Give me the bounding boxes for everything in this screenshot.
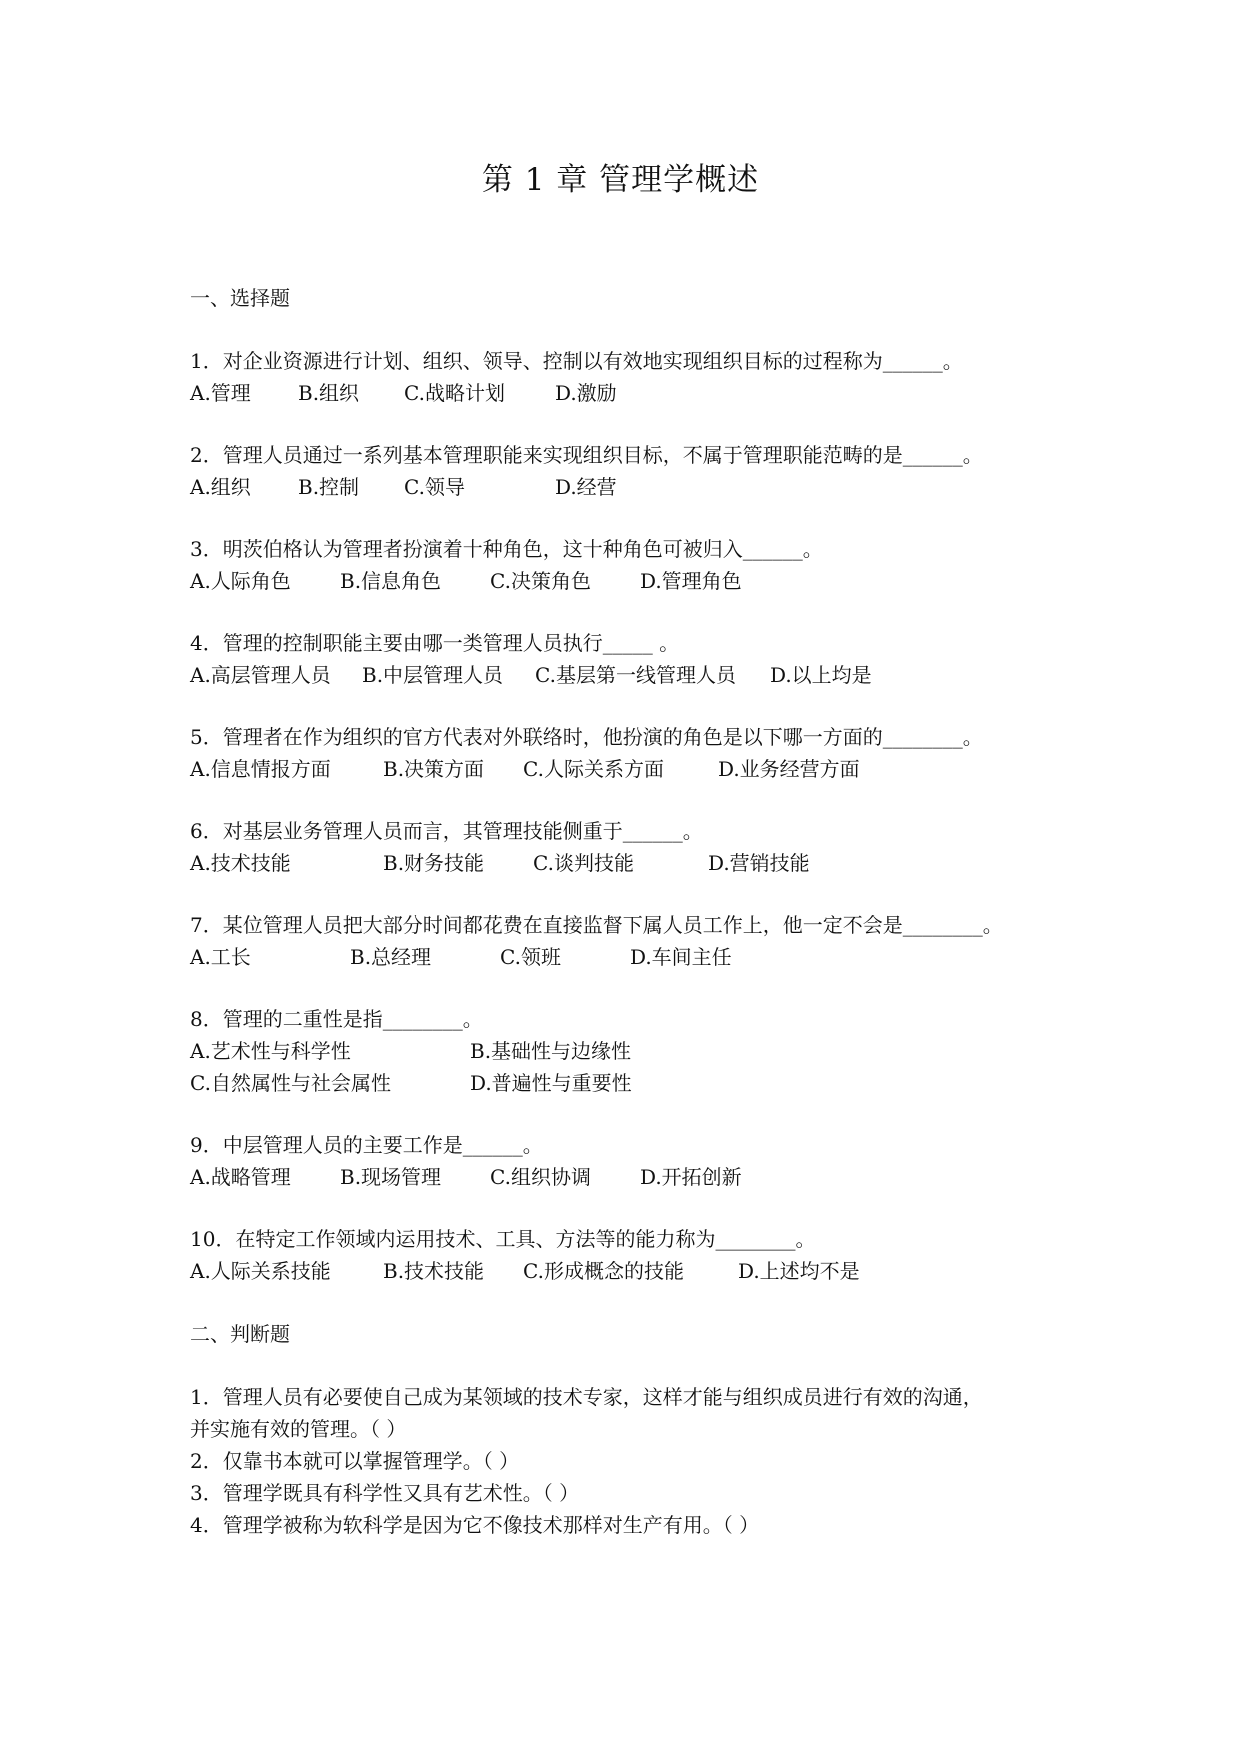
option-a: A.人际关系技能 — [190, 1259, 331, 1283]
question-stem: 10．在特定工作领域内运用技术、工具、方法等的能力称为________。 — [190, 1227, 816, 1251]
option-a: A.管理 — [190, 381, 251, 405]
question-options — [190, 565, 1090, 597]
option-c: C.谈判技能 — [533, 851, 634, 875]
question-stem: 6．对基层业务管理人员而言，其管理技能侧重于______。 — [190, 819, 703, 843]
chapter-title: 第 1 章 管理学概述 — [481, 162, 760, 198]
question-options — [190, 941, 1090, 973]
judgement-item: 4．管理学被称为软科学是因为它不像技术那样对生产有用。（ ） — [190, 1513, 760, 1537]
question-item — [190, 909, 1090, 973]
option-a: A.人际角色 — [190, 569, 291, 593]
question-options-row-1 — [190, 1035, 1090, 1067]
option-a: A.技术技能 — [190, 851, 291, 875]
question-stem: 4．管理的控制职能主要由哪一类管理人员执行_____ 。 — [190, 631, 680, 655]
option-d: D.开拓创新 — [640, 1165, 742, 1189]
option-d: D.以上均是 — [770, 663, 872, 687]
question-item — [190, 1129, 1090, 1193]
question-options — [190, 659, 1090, 691]
option-c: C.战略计划 — [404, 381, 505, 405]
question-item — [190, 533, 1090, 597]
option-b: B.组织 — [298, 381, 360, 405]
option-b: B.决策方面 — [383, 757, 485, 781]
question-options — [190, 471, 1090, 503]
option-c: C.人际关系方面 — [523, 757, 664, 781]
option-b: B.总经理 — [350, 945, 432, 969]
option-c: C.基层第一线管理人员 — [535, 663, 736, 687]
option-b: B.中层管理人员 — [362, 663, 504, 687]
option-d: D.激励 — [555, 381, 617, 405]
option-c: C.领班 — [500, 945, 561, 969]
option-d: D.营销技能 — [708, 851, 810, 875]
option-a: A.艺术性与科学性 — [190, 1039, 351, 1063]
option-c: C.决策角色 — [490, 569, 591, 593]
option-a: A.高层管理人员 — [190, 663, 331, 687]
option-a: A.信息情报方面 — [190, 757, 331, 781]
question-stem: 1．对企业资源进行计划、组织、领导、控制以有效地实现组织目标的过程称为______。 — [190, 349, 963, 373]
question-stem: 3．明茨伯格认为管理者扮演着十种角色，这十种角色可被归入______。 — [190, 537, 823, 561]
judgement-item: 1．管理人员有必要使自己成为某领域的技术专家，这样才能与组织成员进行有效的沟通， — [190, 1385, 983, 1409]
question-stem: 9．中层管理人员的主要工作是______。 — [190, 1133, 543, 1157]
question-options — [190, 1255, 1090, 1287]
question-options — [190, 847, 1090, 879]
question-item — [190, 439, 1090, 503]
section-heading-choice: 一、选择题 — [190, 286, 290, 310]
judgement-item: 3．管理学既具有科学性又具有艺术性。（ ） — [190, 1481, 580, 1505]
option-d: D.上述均不是 — [738, 1259, 860, 1283]
judgement-list — [190, 1381, 1090, 1541]
option-b: B.信息角色 — [340, 569, 442, 593]
option-d: D.管理角色 — [640, 569, 742, 593]
question-item — [190, 815, 1090, 879]
option-d: D.普遍性与重要性 — [470, 1071, 632, 1095]
option-d: D.业务经营方面 — [718, 757, 860, 781]
option-b: B.技术技能 — [383, 1259, 485, 1283]
section-heading-judge: 二、判断题 — [190, 1322, 290, 1346]
option-a: A.战略管理 — [190, 1165, 291, 1189]
option-b: B.财务技能 — [383, 851, 485, 875]
question-stem: 7．某位管理人员把大部分时间都花费在直接监督下属人员工作上，他一定不会是________。 — [190, 913, 1003, 937]
question-item — [190, 721, 1090, 785]
question-options — [190, 1161, 1090, 1193]
option-b: B.控制 — [298, 475, 360, 499]
option-b: B.基础性与边缘性 — [470, 1039, 632, 1063]
question-options-row-2 — [190, 1067, 1090, 1099]
judgement-item: 2．仅靠书本就可以掌握管理学。（ ） — [190, 1449, 520, 1473]
option-d: D.车间主任 — [630, 945, 732, 969]
option-a: A.组织 — [190, 475, 251, 499]
option-c: C.组织协调 — [490, 1165, 591, 1189]
question-item — [190, 627, 1090, 691]
question-options — [190, 753, 1090, 785]
question-stem: 5．管理者在作为组织的官方代表对外联络时，他扮演的角色是以下哪一方面的________。 — [190, 725, 983, 749]
option-c: C.领导 — [404, 475, 465, 499]
question-stem: 8．管理的二重性是指________。 — [190, 1007, 483, 1031]
option-c: C.形成概念的技能 — [523, 1259, 684, 1283]
question-stem: 2．管理人员通过一系列基本管理职能来实现组织目标，不属于管理职能范畴的是______。 — [190, 443, 983, 467]
option-c: C.自然属性与社会属性 — [190, 1071, 391, 1095]
question-item — [190, 1223, 1090, 1287]
content-body — [190, 281, 1090, 1541]
option-b: B.现场管理 — [340, 1165, 442, 1189]
question-item — [190, 1003, 1090, 1099]
question-item — [190, 345, 1090, 409]
question-options — [190, 377, 1090, 409]
option-a: A.工长 — [190, 945, 251, 969]
judgement-item-continued: 并实施有效的管理。（ ） — [190, 1417, 407, 1441]
option-d: D.经营 — [555, 475, 617, 499]
